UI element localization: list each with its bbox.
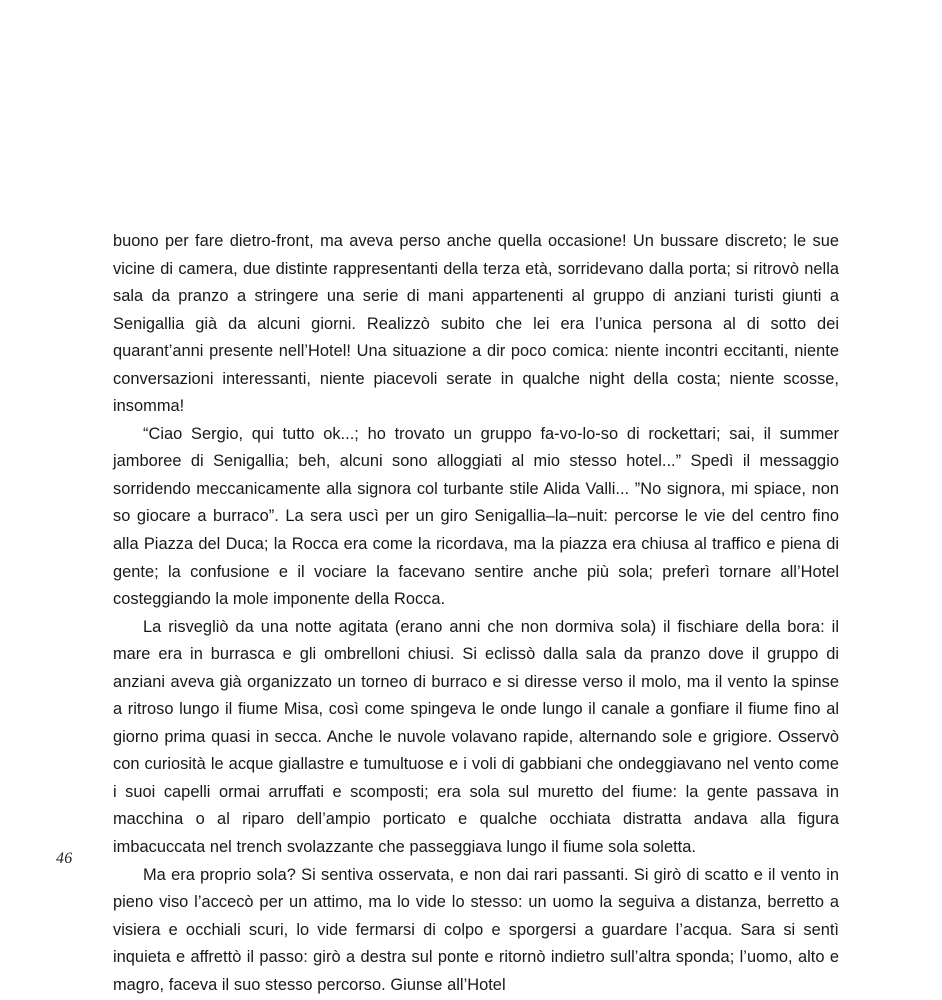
- page-number: 46: [56, 850, 73, 867]
- paragraph: buono per fare dietro-front, ma aveva perso anche quella occasione! Un bussare discreto; le sue vicine di camera, due distinte rappresentanti della terza età, sorridevano dalla porta; si ritrovò nella sala da pranzo a stringere una serie di mani appartenenti al gruppo di anziani turisti giunti a Senigallia già da alcuni giorni. Realizzò subito che lei era l’unica persona al di sotto dei quarant’anni presente nell’Hotel! Una situazione a dir poco comica: niente incontri eccitanti, niente conversazioni interessanti, niente piacevoli serate in qualche night della costa; niente scosse, insomma!: [113, 232, 839, 416]
- paragraph: “Ciao Sergio, qui tutto ok...; ho trovato un gruppo fa-vo-lo-so di rockettari; sai, il summer jamboree di Senigallia; beh, alcuni sono alloggiati al mio stesso hotel...” Spedì il messaggio sorridendo meccanicamente alla signora col turbante stile Alida Valli... ”No signora, mi spiace, non so giocare a burraco”. La sera uscì per un giro Senigallia–la–nuit: percorse le vie del centro fino alla Piazza del Duca; la Rocca era come la ricordava, ma la piazza era chiusa al traffico e piena di gente; la confusione e il vociare la facevano sentire anche più sola; preferì tornare all’Hotel costeggiando la mole imponente della Rocca.: [113, 424, 839, 609]
- paragraph: La risvegliò da una notte agitata (erano anni che non dormiva sola) il fischiare della bora: il mare era in burrasca e gli ombrelloni chiusi. Si eclissò dalla sala da pranzo dove il gruppo di anziani aveva già organizzato un torneo di burraco e si diresse verso il molo, ma il vento la spinse a ritroso lungo il fiume Misa, così come spingeva le onde lungo il canale a gonfiare il fiume fino al giorno prima quasi in secca. Anche le nuvole volavano rapide, alternando sole e grigiore. Osservò con curiosità le acque giallastre e tumultuose e i voli di gabbiani che ondeggiavano nel vento come i suoi capelli ormai arruffati e scomposti; era sola sul muretto del fiume: la gente passava in macchina o al riparo dell’ampio porticato e qualche occhiata distratta andava alla figura imbacuccata nel trench svolazzante che passeggiava lungo il fiume sola soletta.: [113, 617, 839, 857]
- paragraph: Ma era proprio sola? Si sentiva osservata, e non dai rari passanti. Si girò di scatto e il vento in pieno viso l’accecò per un attimo, ma lo vide lo stesso: un uomo la seguiva a distanza, berretto a visiera e occhiali scuri, lo vide fermarsi di colpo e sporgersi a guardare l’acqua. Sara si sentì inquieta e affrettò il passo: girò a destra sul ponte e ritornò indietro sull’altra sponda; l’uomo, alto e magro, faceva il suo stesso percorso. Giunse all’Hotel: [113, 865, 839, 994]
- body-text-column: [113, 228, 839, 999]
